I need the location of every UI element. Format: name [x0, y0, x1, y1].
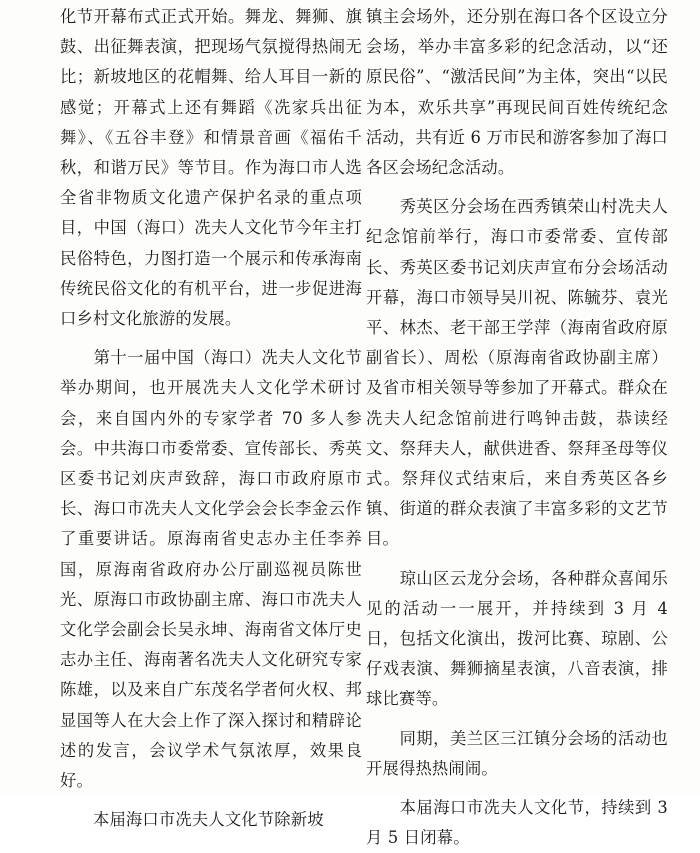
paragraph-qiongshan-venue: 琼山区云龙分会场，各种群众喜闻乐见的活动一一展开，并持续到 3 月 4 日，包括文化演出，拨河比赛、琼剧、公仔戏表演、舞狮摘星表演，八音表演，排球比赛等。 — [366, 568, 668, 709]
left-text-column — [60, 0, 362, 830]
paragraph-academic-symposium: 第十一届中国（海口）冼夫人文化节举办期间，也开展冼夫人文化学术研讨会，来自国内外的专家学者 70 多人参会。中共海口市委常委、宣传部长、秀英区委书记刘庆声致辞，海口市政府原市长、海口市冼夫人文化学会会长李金云作了重要讲话。原海南省史志办主任李养国，原海南省政府办公厅副巡视员陈世光、原海口市政协副主席、海口市冼夫人文化学会副会长吴永坤、海南省文体厅史志办主任、海南著名冼夫人文化研究专家陈雄，以及来自广东茂名学者何火权、邦显国等人在大会上作了深入探讨和精辟论述的发言，会议学术气氛浓厚，效果良好。 — [60, 348, 362, 791]
paragraph-festival-continued: 本届海口市冼夫人文化节除新坡 — [60, 810, 324, 830]
paragraph-opening-ceremony: 化节开幕布式正式开始。舞龙、舞狮、旗鼓、出征舞表演，把现场气氛搅得热闹无比；新坡地区的花帽舞、给人耳目一新的感觉；开幕式上还有舞蹈《冼家兵出征舞》、《五谷丰登》和情景音画《福佑千秋，和谐万民》等节目。作为海口市人选全省非物质文化遗产保护名录的重点项目，中国（海口）冼夫人文化节今年主打民俗特色，力图打造一个展示和传承海南传统民俗文化的有机平台，进一步促进海口乡村文化旅游的发展。 — [60, 7, 362, 329]
paragraph-festival-closing: 本届海口市冼夫人文化节，持续到 3 月 5 日闭幕。 — [366, 798, 668, 848]
paragraph-meilan-venue: 同期，美兰区三江镇分会场的活动也开展得热热闹闹。 — [366, 728, 668, 778]
paragraph-xiuying-venue: 秀英区分会场在西秀镇荣山村冼夫人纪念馆前举行，海口市委常委、宣传部长、秀英区委书记刘庆声宣布分会场活动开幕，海口市领导吴川祝、陈毓芬、袁光平、林杰、老干部王学萍（海南省政府原副省长）、周松（原海南省政协副主席）及省市相关领导等参加了开幕式。群众在冼夫人纪念馆前进行鸣钟击鼓，恭读经文、祭拜夫人，献供进香、祭拜圣母等仪式。祭拜仪式结束后，来自秀英区各乡镇、街道的群众表演了丰富多彩的文艺节目。 — [366, 197, 668, 549]
paragraph-branch-venues: 镇主会场外，还分别在海口各个区设立分会场，举办丰富多彩的纪念活动，以“还原民俗”、“激活民间”为主体，突出“以民为本，欢乐共享”再现民间百姓传统纪念活动，共有近 6 万市民和游客参加了海口各区会场纪念活动。 — [366, 7, 668, 178]
right-text-column — [366, 0, 668, 848]
